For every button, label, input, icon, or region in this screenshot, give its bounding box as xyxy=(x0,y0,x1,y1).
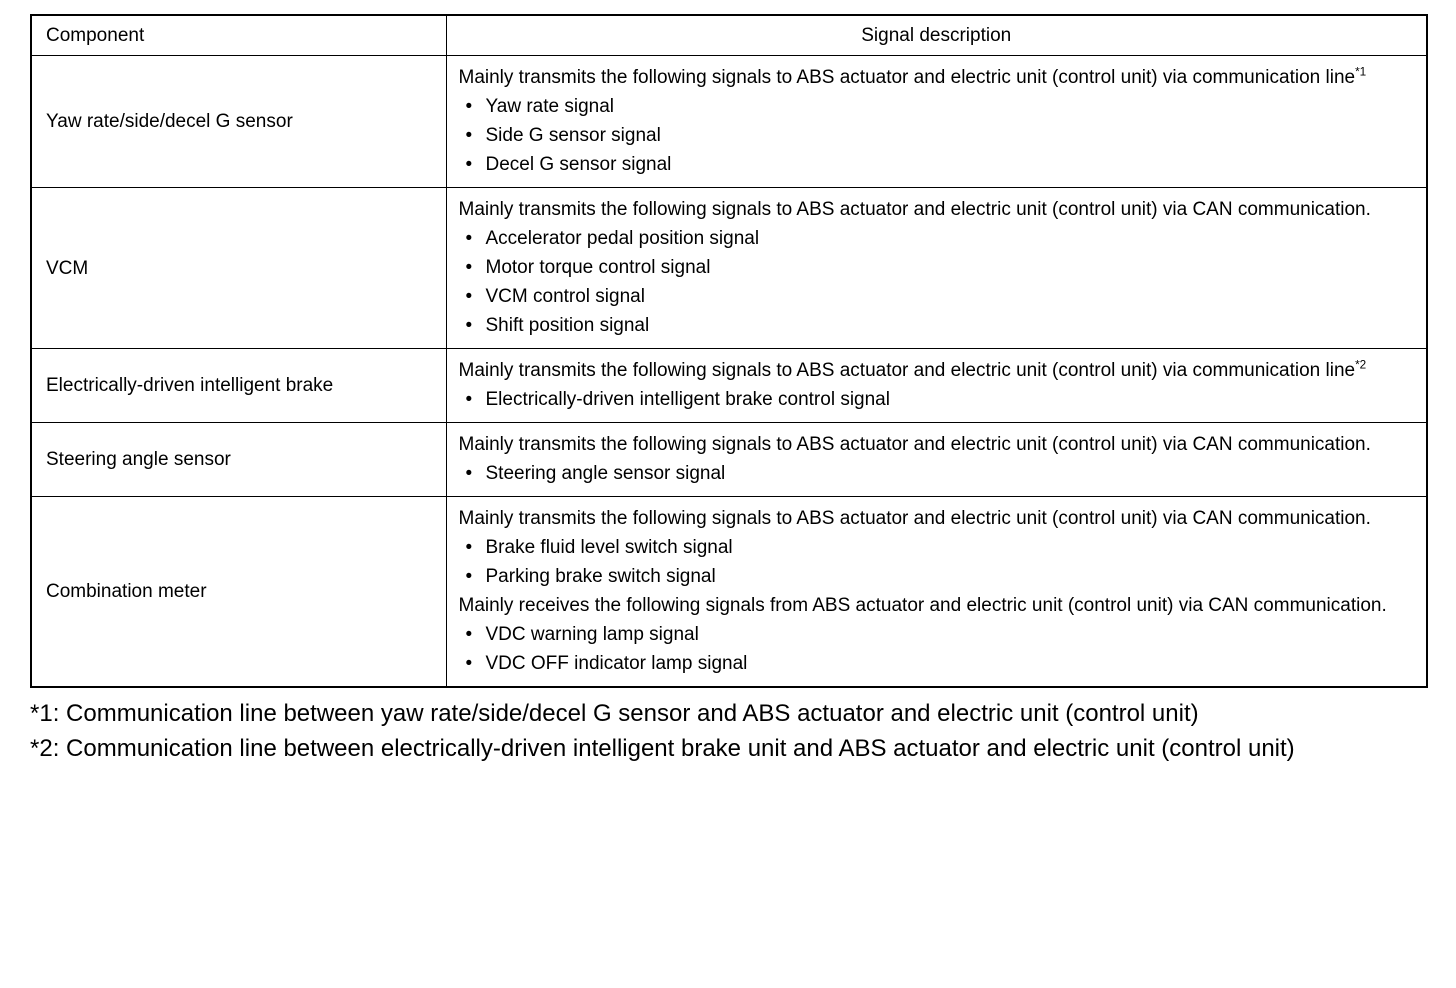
footnote-reference: *1 xyxy=(1355,65,1367,79)
signal-description-column-header: Signal description xyxy=(446,15,1427,56)
table-body xyxy=(31,56,1427,688)
signal-bullet-item: • Parking brake switch signal xyxy=(459,562,1413,591)
signal-bullet-item: • Decel G sensor signal xyxy=(459,150,1413,179)
table-row xyxy=(31,423,1427,497)
signal-bullet-item: • VDC warning lamp signal xyxy=(459,620,1413,649)
signal-bullet-item: • Yaw rate signal xyxy=(459,92,1413,121)
description-paragraph: Mainly transmits the following signals to ABS actuator and electric unit (control unit) via CAN communication. xyxy=(458,199,1371,220)
footnote: *2: Communication line between electrically-driven intelligent brake unit and ABS actuator and electric unit (control unit) xyxy=(30,735,1295,762)
component-cell: Combination meter xyxy=(31,497,446,688)
description-paragraph: Mainly transmits the following signals to ABS actuator and electric unit (control unit) via CAN communication. xyxy=(458,434,1371,455)
footnotes-section xyxy=(30,696,1440,766)
header-row xyxy=(31,15,1427,56)
footnote-reference: *2 xyxy=(1355,358,1367,372)
signal-bullet-item: • VDC OFF indicator lamp signal xyxy=(459,649,1413,678)
signal-bullet-item: • Shift position signal xyxy=(459,311,1413,340)
description-paragraph: Mainly transmits the following signals to ABS actuator and electric unit (control unit) via communication line$^{*1}$ xyxy=(458,65,1367,88)
signal-bullet-item: • Side G sensor signal xyxy=(459,121,1413,150)
signal-bullet-item: • Accelerator pedal position signal xyxy=(459,224,1413,253)
description-cell xyxy=(446,56,1427,188)
table-row xyxy=(31,349,1427,423)
table-row xyxy=(31,188,1427,349)
table-header xyxy=(31,15,1427,56)
table-row xyxy=(31,56,1427,188)
description-cell xyxy=(446,423,1427,497)
description-paragraph: Mainly transmits the following signals to ABS actuator and electric unit (control unit) via communication line$^{*2}$ xyxy=(458,358,1367,381)
signal-bullet-item: • Steering angle sensor signal xyxy=(459,459,1413,488)
signal-bullet-item: • Electrically-driven intelligent brake control signal xyxy=(459,385,1413,414)
signal-bullet-item: • Brake fluid level switch signal xyxy=(459,533,1413,562)
component-cell: VCM xyxy=(31,188,446,349)
description-cell xyxy=(446,188,1427,349)
footnote: *1: Communication line between yaw rate/side/decel G sensor and ABS actuator and electric unit (control unit) xyxy=(30,700,1199,727)
component-cell: Yaw rate/side/decel G sensor xyxy=(31,56,446,188)
component-cell: Steering angle sensor xyxy=(31,423,446,497)
signal-description-table xyxy=(30,14,1428,688)
description-cell xyxy=(446,497,1427,688)
signal-bullet-item: • VCM control signal xyxy=(459,282,1413,311)
description-paragraph: Mainly transmits the following signals to ABS actuator and electric unit (control unit) via CAN communication. xyxy=(458,508,1371,529)
component-column-header: Component xyxy=(31,15,446,56)
description-cell xyxy=(446,349,1427,423)
description-paragraph: Mainly receives the following signals from ABS actuator and electric unit (control unit) via CAN communication. xyxy=(458,595,1387,616)
component-cell: Electrically-driven intelligent brake xyxy=(31,349,446,423)
signal-bullet-item: • Motor torque control signal xyxy=(459,253,1413,282)
table-row xyxy=(31,497,1427,688)
